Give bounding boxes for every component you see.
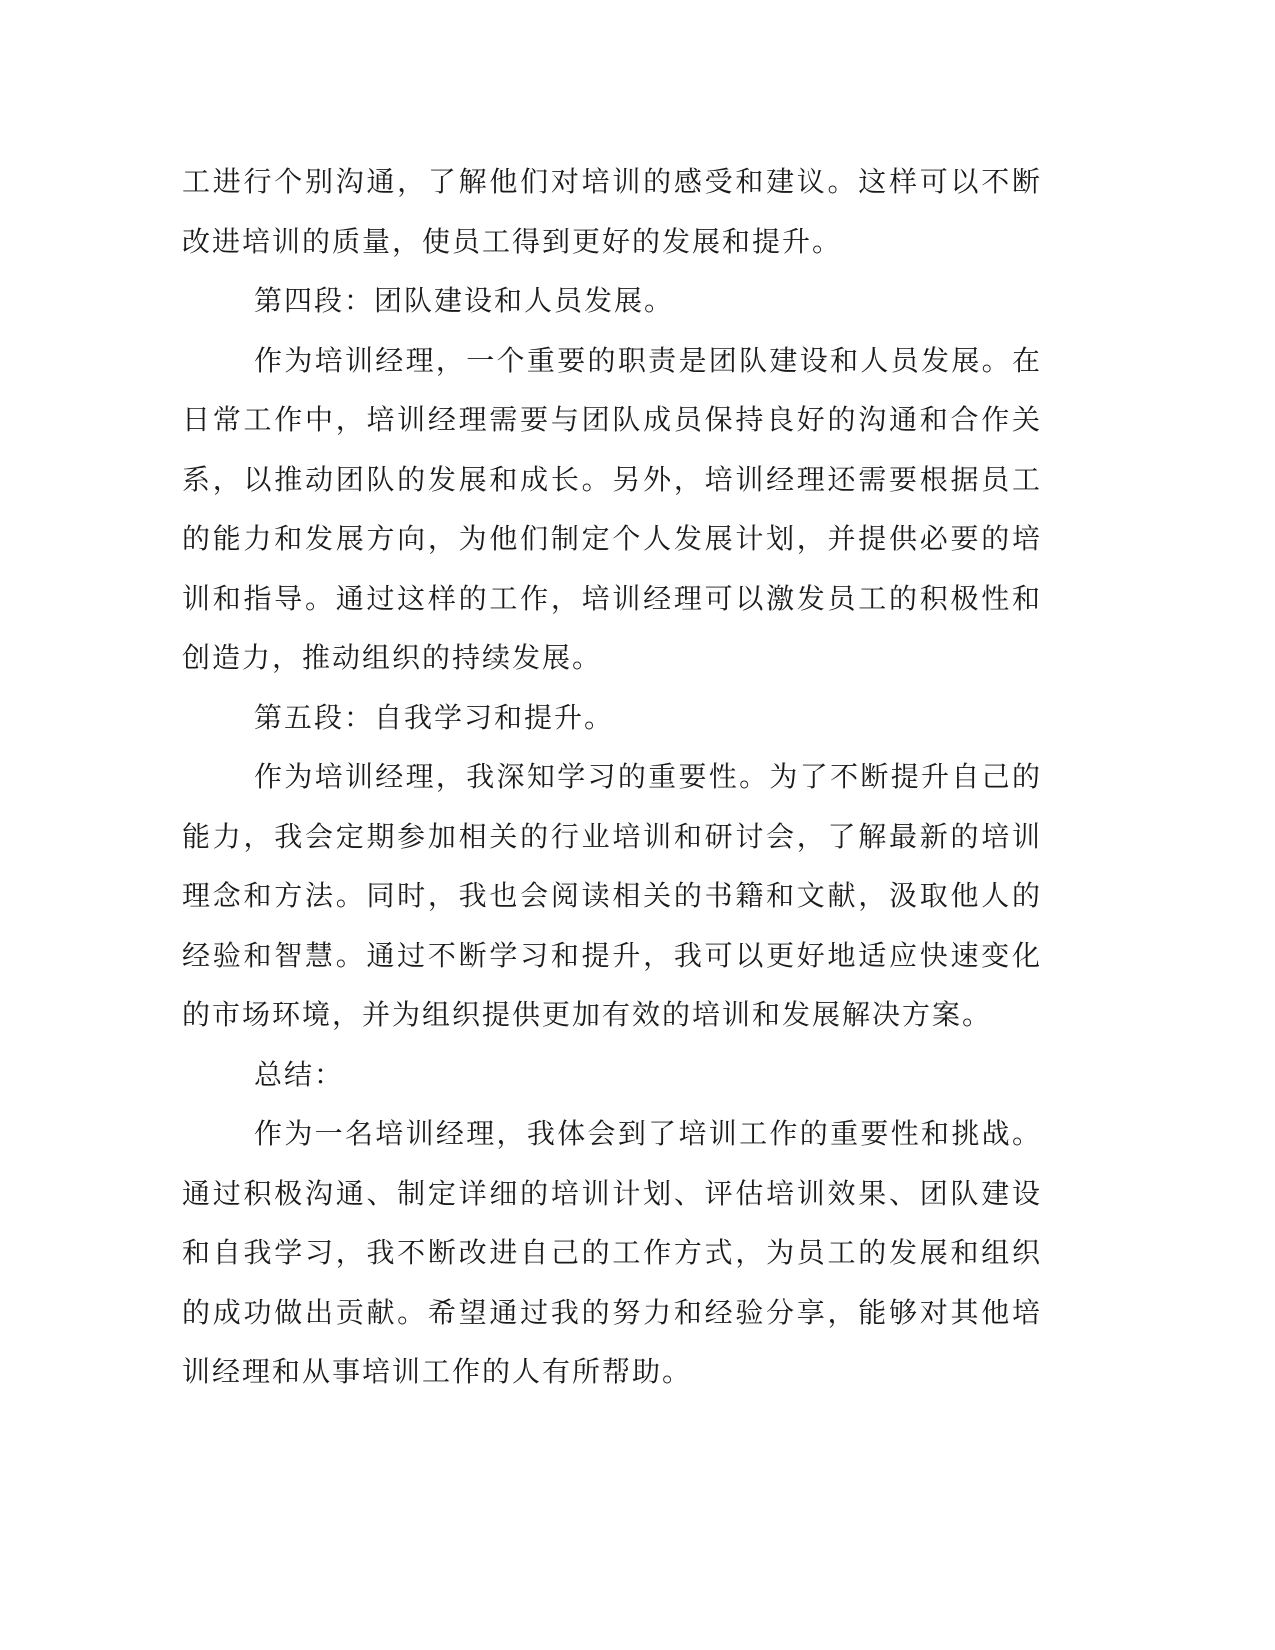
section-five-body: 作为培训经理，我深知学习的重要性。为了不断提升自己的能力，我会定期参加相关的行业培训和研讨会，了解最新的培训理念和方法。同时，我也会阅读相关的书籍和文献，汲取他人的经验和智慧。通过不断学习和提升，我可以更好地适应快速变化的市场环境，并为组织提供更加有效的培训和发展解决方案。 xyxy=(182,760,1042,1031)
summary-body: 作为一名培训经理，我体会到了培训工作的重要性和挑战。通过积极沟通、制定详细的培训计划、评估培训效果、团队建设和自我学习，我不断改进自己的工作方式，为员工的发展和组织的成功做出贡献。希望通过我的努力和经验分享，能够对其他培训经理和从事培训工作的人有所帮助。 xyxy=(182,1117,1042,1388)
document-body xyxy=(182,152,1042,1402)
section-four-body: 作为培训经理，一个重要的职责是团队建设和人员发展。在日常工作中，培训经理需要与团队成员保持良好的沟通和合作关系，以推动团队的发展和成长。另外，培训经理还需要根据员工的能力和发展方向，为他们制定个人发展计划，并提供必要的培训和指导。通过这样的工作，培训经理可以激发员工的积极性和创造力，推动组织的持续发展。 xyxy=(182,343,1042,674)
paragraph-continuation: 工进行个别沟通，了解他们对培训的感受和建议。这样可以不断改进培训的质量，使员工得到更好的发展和提升。 xyxy=(182,165,1042,258)
summary-heading: 总结： xyxy=(254,1057,345,1091)
section-four-heading: 第四段：团队建设和人员发展。 xyxy=(254,284,675,317)
section-five-heading: 第五段：自我学习和提升。 xyxy=(254,700,615,734)
